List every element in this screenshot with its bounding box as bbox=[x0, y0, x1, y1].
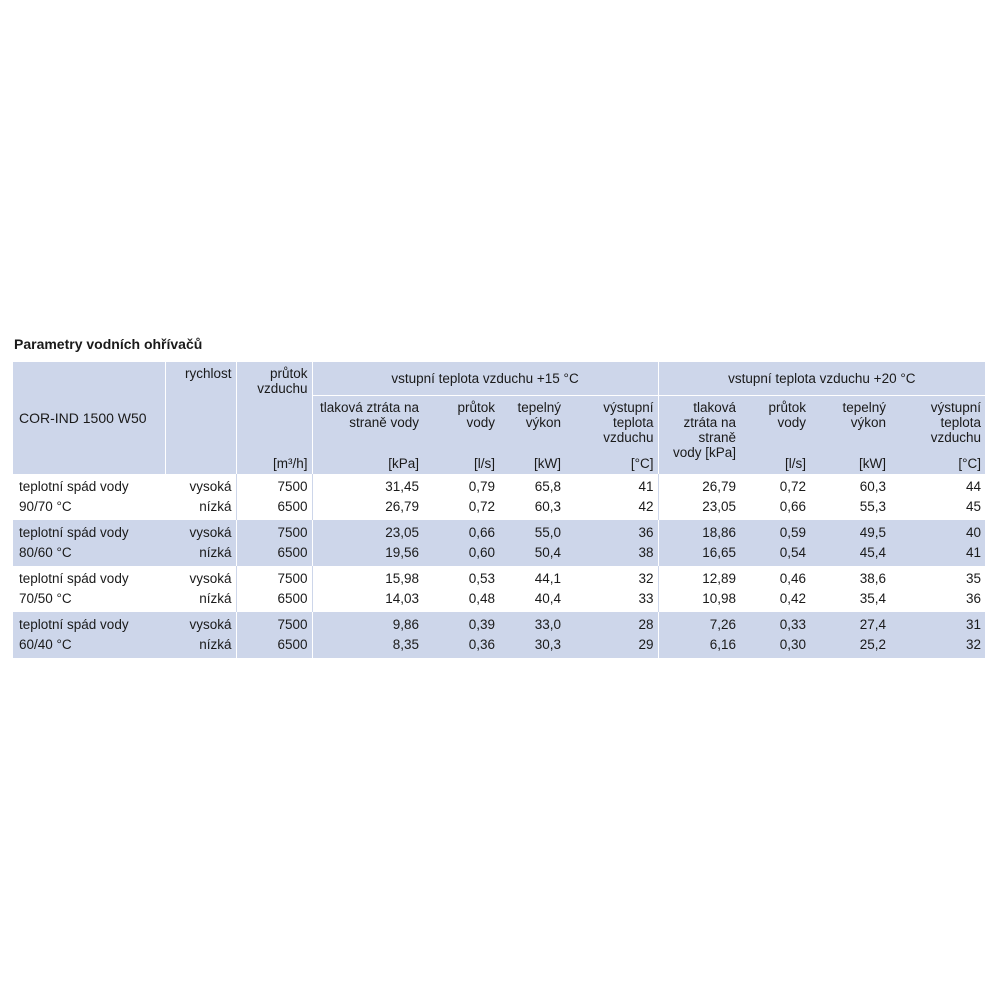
value-cell: 33,0 bbox=[499, 612, 565, 635]
water-gradient-label: 80/60 °C bbox=[13, 543, 165, 566]
pressure-last-word-20: vody bbox=[672, 445, 702, 460]
airflow-cell: 7500 bbox=[236, 566, 312, 589]
value-cell: 35,4 bbox=[810, 589, 890, 612]
value-cell: 0,42 bbox=[740, 589, 810, 612]
pressure-header-15 bbox=[312, 396, 423, 475]
outlet-header-15 bbox=[565, 396, 658, 475]
value-cell: 6,16 bbox=[658, 635, 740, 658]
speed-header: rychlost bbox=[165, 362, 236, 474]
table-row bbox=[13, 589, 985, 612]
water-gradient-label: teplotní spád vody bbox=[13, 474, 165, 497]
value-cell: 19,56 bbox=[312, 543, 423, 566]
value-cell: 45,4 bbox=[810, 543, 890, 566]
value-cell: 38,6 bbox=[810, 566, 890, 589]
value-cell: 40,4 bbox=[499, 589, 565, 612]
value-cell: 35 bbox=[890, 566, 985, 589]
water-gradient-label: 90/70 °C bbox=[13, 497, 165, 520]
airflow-cell: 7500 bbox=[236, 612, 312, 635]
value-cell: 26,79 bbox=[312, 497, 423, 520]
speed-cell: nízká bbox=[165, 497, 236, 520]
outlet-unit-15: [°C] bbox=[630, 456, 654, 471]
power-unit-15: [kW] bbox=[534, 456, 561, 471]
value-cell: 0,48 bbox=[423, 589, 499, 612]
outlet-header-20 bbox=[890, 396, 985, 475]
value-cell: 65,8 bbox=[499, 474, 565, 497]
table-body bbox=[13, 474, 985, 658]
value-cell: 0,46 bbox=[740, 566, 810, 589]
value-cell: 23,05 bbox=[312, 520, 423, 543]
value-cell: 0,39 bbox=[423, 612, 499, 635]
value-cell: 15,98 bbox=[312, 566, 423, 589]
value-cell: 0,59 bbox=[740, 520, 810, 543]
airflow-header bbox=[236, 362, 312, 474]
flow-label-15: průtok vody bbox=[457, 400, 495, 430]
pressure-label-20: tlaková ztráta na straně bbox=[683, 400, 737, 445]
table-row bbox=[13, 566, 985, 589]
value-cell: 0,66 bbox=[740, 497, 810, 520]
value-cell: 0,53 bbox=[423, 566, 499, 589]
table-row bbox=[13, 497, 985, 520]
table-row bbox=[13, 612, 985, 635]
water-gradient-label: 70/50 °C bbox=[13, 589, 165, 612]
value-cell: 49,5 bbox=[810, 520, 890, 543]
value-cell: 42 bbox=[565, 497, 658, 520]
flow-header-15 bbox=[423, 396, 499, 475]
value-cell: 18,86 bbox=[658, 520, 740, 543]
value-cell: 8,35 bbox=[312, 635, 423, 658]
value-cell: 55,3 bbox=[810, 497, 890, 520]
power-label-20: tepelný výkon bbox=[842, 400, 887, 430]
airflow-cell: 6500 bbox=[236, 589, 312, 612]
value-cell: 27,4 bbox=[810, 612, 890, 635]
power-header-20 bbox=[810, 396, 890, 475]
value-cell: 44,1 bbox=[499, 566, 565, 589]
airflow-cell: 7500 bbox=[236, 520, 312, 543]
value-cell: 45 bbox=[890, 497, 985, 520]
value-cell: 25,2 bbox=[810, 635, 890, 658]
value-cell: 7,26 bbox=[658, 612, 740, 635]
power-unit-20: [kW] bbox=[859, 456, 887, 471]
airflow-cell: 7500 bbox=[236, 474, 312, 497]
pressure-label-15: tlaková ztráta na straně vody bbox=[319, 400, 419, 430]
value-cell: 12,89 bbox=[658, 566, 740, 589]
table-row bbox=[13, 520, 985, 543]
value-cell: 30,3 bbox=[499, 635, 565, 658]
value-cell: 55,0 bbox=[499, 520, 565, 543]
model-header: COR-IND 1500 W50 bbox=[19, 409, 147, 426]
value-cell: 0,54 bbox=[740, 543, 810, 566]
outlet-label-15: výstupní teplota vzduchu bbox=[603, 400, 654, 445]
value-cell: 36 bbox=[565, 520, 658, 543]
flow-label-20: průtok vody bbox=[768, 400, 807, 430]
airflow-cell: 6500 bbox=[236, 635, 312, 658]
value-cell: 36 bbox=[890, 589, 985, 612]
speed-cell: nízká bbox=[165, 635, 236, 658]
water-gradient-label: teplotní spád vody bbox=[13, 520, 165, 543]
value-cell: 38 bbox=[565, 543, 658, 566]
speed-cell: vysoká bbox=[165, 566, 236, 589]
table-row bbox=[13, 474, 985, 497]
pressure-unit-20: [kPa] bbox=[705, 445, 737, 460]
value-cell: 41 bbox=[565, 474, 658, 497]
flow-unit-15: [l/s] bbox=[473, 456, 495, 471]
flow-unit-20: [l/s] bbox=[785, 456, 807, 471]
speed-cell: vysoká bbox=[165, 474, 236, 497]
value-cell: 0,36 bbox=[423, 635, 499, 658]
value-cell: 16,65 bbox=[658, 543, 740, 566]
value-cell: 40 bbox=[890, 520, 985, 543]
value-cell: 10,98 bbox=[658, 589, 740, 612]
airflow-header-label: průtok vzduchu bbox=[257, 366, 308, 396]
pressure-unit-15: [kPa] bbox=[388, 456, 419, 471]
value-cell: 50,4 bbox=[499, 543, 565, 566]
value-cell: 9,86 bbox=[312, 612, 423, 635]
value-cell: 0,66 bbox=[423, 520, 499, 543]
value-cell: 14,03 bbox=[312, 589, 423, 612]
airflow-cell: 6500 bbox=[236, 543, 312, 566]
power-label-15: tepelný výkon bbox=[517, 400, 561, 430]
value-cell: 32 bbox=[890, 635, 985, 658]
value-cell: 28 bbox=[565, 612, 658, 635]
value-cell: 29 bbox=[565, 635, 658, 658]
value-cell: 31 bbox=[890, 612, 985, 635]
outlet-unit-20: [°C] bbox=[958, 456, 982, 471]
value-cell: 31,45 bbox=[312, 474, 423, 497]
pressure-last-line-20 bbox=[663, 445, 737, 460]
value-cell: 0,33 bbox=[740, 612, 810, 635]
speed-cell: nízká bbox=[165, 543, 236, 566]
value-cell: 32 bbox=[565, 566, 658, 589]
table-row bbox=[13, 635, 985, 658]
power-header-15 bbox=[499, 396, 565, 475]
water-gradient-label: teplotní spád vody bbox=[13, 566, 165, 589]
group-header-15: vstupní teplota vzduchu +15 °C bbox=[312, 362, 658, 396]
value-cell: 23,05 bbox=[658, 497, 740, 520]
speed-cell: vysoká bbox=[165, 612, 236, 635]
value-cell: 26,79 bbox=[658, 474, 740, 497]
value-cell: 0,79 bbox=[423, 474, 499, 497]
value-cell: 44 bbox=[890, 474, 985, 497]
water-gradient-label: 60/40 °C bbox=[13, 635, 165, 658]
value-cell: 0,72 bbox=[423, 497, 499, 520]
flow-header-20 bbox=[740, 396, 810, 475]
value-cell: 33 bbox=[565, 589, 658, 612]
airflow-unit: [m³/h] bbox=[272, 456, 308, 471]
airflow-cell: 6500 bbox=[236, 497, 312, 520]
value-cell: 0,30 bbox=[740, 635, 810, 658]
pressure-header-20 bbox=[658, 396, 740, 475]
speed-cell: vysoká bbox=[165, 520, 236, 543]
value-cell: 41 bbox=[890, 543, 985, 566]
value-cell: 60,3 bbox=[810, 474, 890, 497]
speed-cell: nízká bbox=[165, 589, 236, 612]
table-row bbox=[13, 543, 985, 566]
value-cell: 60,3 bbox=[499, 497, 565, 520]
water-gradient-label: teplotní spád vody bbox=[13, 612, 165, 635]
group-header-20: vstupní teplota vzduchu +20 °C bbox=[658, 362, 985, 396]
heater-parameters-table bbox=[13, 362, 985, 658]
page-title: Parametry vodních ohřívačů bbox=[14, 336, 203, 352]
outlet-label-20: výstupní teplota vzduchu bbox=[930, 400, 982, 445]
value-cell: 0,60 bbox=[423, 543, 499, 566]
value-cell: 0,72 bbox=[740, 474, 810, 497]
